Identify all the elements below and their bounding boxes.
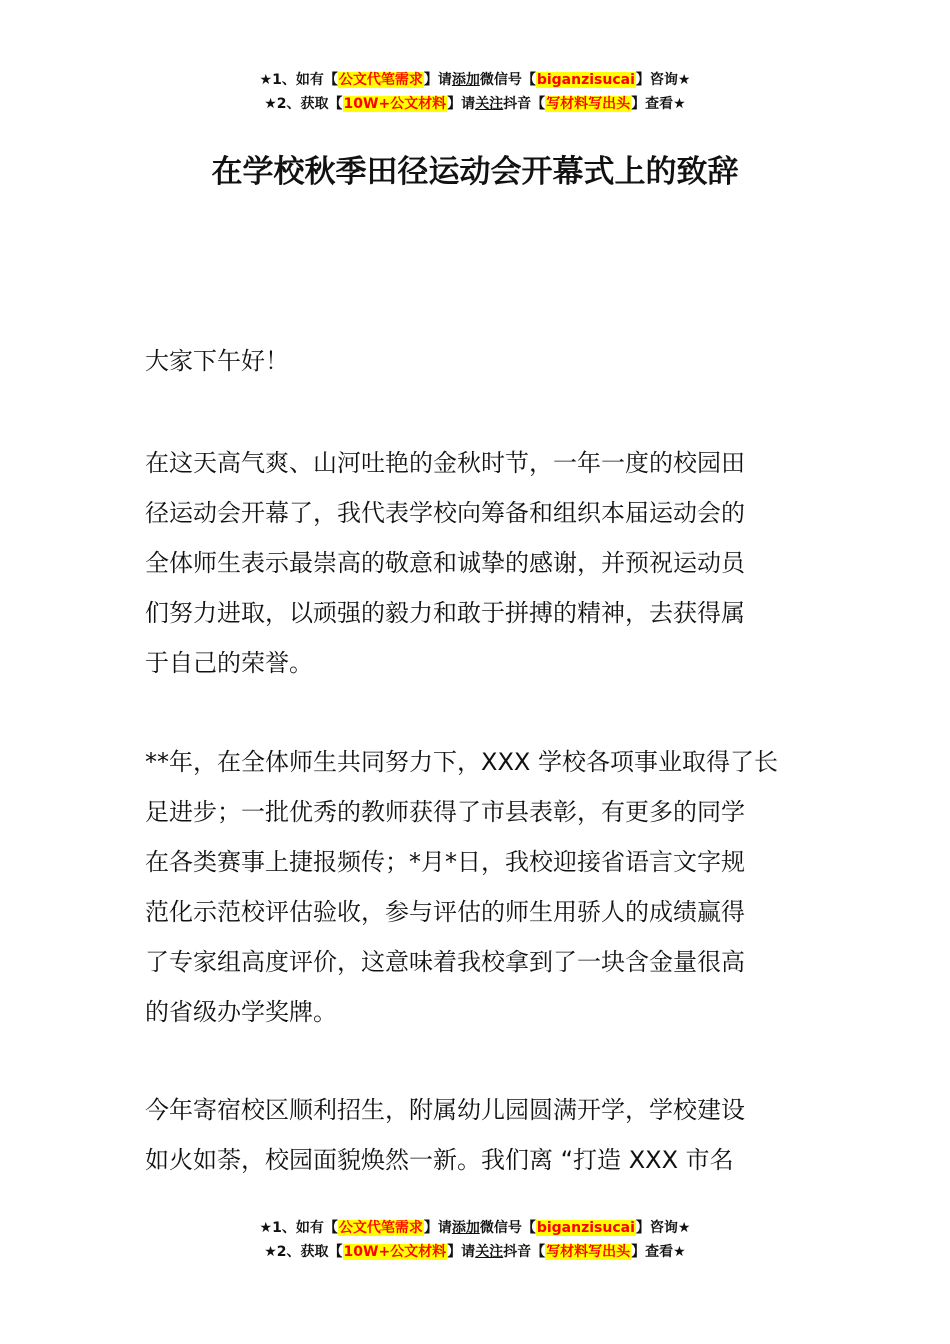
paragraph-line: 范化示范校评估验收，参与评估的师生用骄人的成绩赢得	[145, 898, 745, 926]
paragraph-line: 足进步；一批优秀的教师获得了市县表彰，有更多的同学	[145, 798, 745, 826]
banner-underlined: 关注	[475, 96, 504, 112]
paragraph-line: 了专家组高度评价，这意味着我校拿到了一块含金量很高	[145, 948, 745, 976]
banner-underlined: 关注	[475, 1244, 504, 1260]
paragraph-1	[145, 438, 810, 688]
banner-text: ★2、获取【	[264, 96, 343, 112]
banner-text: 】请	[447, 1244, 476, 1260]
paragraph-line: 如火如荼，校园面貌焕然一新。我们离 “打造 XXX 市名	[145, 1146, 734, 1174]
header-banner	[0, 68, 950, 116]
banner-text: 】咨询★	[635, 1220, 691, 1236]
greeting-line: 大家下午好！	[145, 347, 289, 375]
banner-text: 微信号【	[479, 72, 536, 88]
banner-text: 抖音【	[503, 1244, 546, 1260]
banner-line-2	[0, 1240, 950, 1264]
paragraph-line: **年，在全体师生共同努力下，XXX 学校各项事业取得了长	[145, 748, 778, 776]
banner-highlight: 公文代笔需求	[338, 72, 423, 88]
paragraph-3	[145, 1085, 810, 1185]
footer-banner	[0, 1216, 950, 1264]
banner-text: ★1、如有【	[259, 72, 338, 88]
paragraph-line: 径运动会开幕了，我代表学校向筹备和组织本届运动会的	[145, 499, 745, 527]
banner-text: 】请	[447, 96, 476, 112]
banner-highlight: 写材料写出头	[546, 96, 631, 112]
banner-text: ★1、如有【	[259, 1220, 338, 1236]
banner-text: 微信号【	[479, 1220, 536, 1236]
banner-highlight: biganzisucai	[536, 1220, 635, 1236]
banner-line-1	[0, 1216, 950, 1240]
banner-underlined: 添加	[451, 1220, 480, 1236]
banner-highlight: 写材料写出头	[546, 1244, 631, 1260]
banner-highlight: 10W+公文材料	[343, 96, 447, 112]
paragraph-line: 们努力进取，以顽强的毅力和敢于拼搏的精神，去获得属	[145, 599, 745, 627]
paragraph-line: 的省级办学奖牌。	[145, 998, 337, 1026]
paragraph-2	[145, 737, 810, 1037]
document-title: 在学校秋季田径运动会开幕式上的致辞	[211, 154, 739, 190]
banner-highlight: 10W+公文材料	[343, 1244, 447, 1260]
banner-text: 】请	[423, 1220, 452, 1236]
banner-text: 抖音【	[503, 96, 546, 112]
paragraph-line: 于自己的荣誉。	[145, 649, 313, 677]
banner-text: ★2、获取【	[264, 1244, 343, 1260]
banner-highlight: biganzisucai	[536, 72, 635, 88]
banner-highlight: 公文代笔需求	[338, 1220, 423, 1236]
paragraph-line: 在各类赛事上捷报频传；*月*日，我校迎接省语言文字规	[145, 848, 745, 876]
banner-line-1	[0, 68, 950, 92]
banner-text: 】请	[423, 72, 452, 88]
banner-text: 】查看★	[631, 96, 686, 112]
paragraph-line: 在这天高气爽、山河吐艳的金秋时节，一年一度的校园田	[145, 449, 745, 477]
banner-line-2	[0, 92, 950, 116]
banner-text: 】查看★	[631, 1244, 686, 1260]
greeting	[145, 336, 810, 386]
banner-underlined: 添加	[451, 72, 480, 88]
paragraph-line: 今年寄宿校区顺利招生，附属幼儿园圆满开学，学校建设	[145, 1096, 745, 1124]
paragraph-line: 全体师生表示最崇高的敬意和诚挚的感谢，并预祝运动员	[145, 549, 745, 577]
banner-text: 】咨询★	[635, 72, 691, 88]
